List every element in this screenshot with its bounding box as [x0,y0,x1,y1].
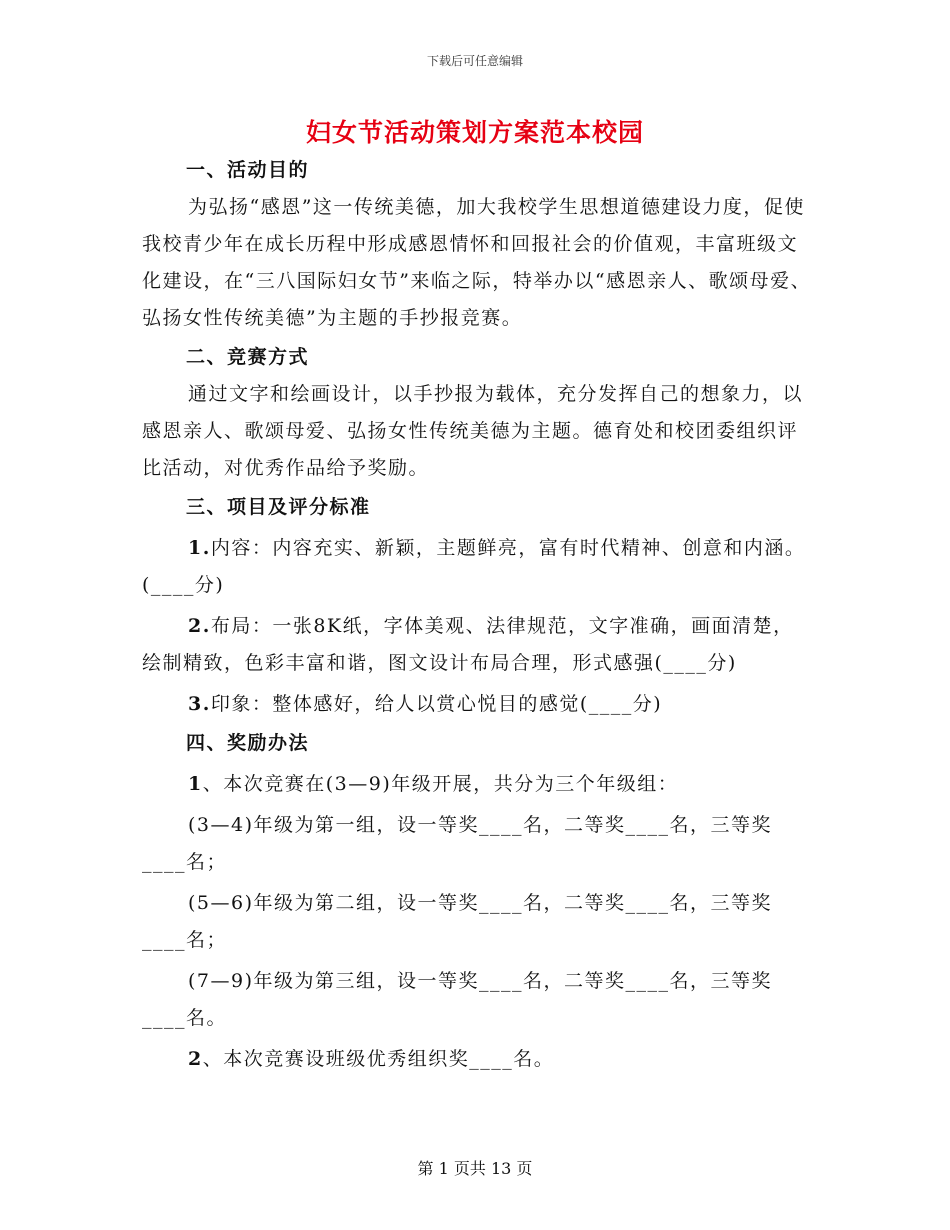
awards-item-number: 1 [188,773,203,795]
criteria-item-number: 2. [188,615,211,637]
awards-group-2: (5—6)年级为第二组，设一等奖____名，二等奖____名，三等奖____名； [142,892,773,951]
criteria-item-number: 1. [188,537,211,559]
page-footer-pagination: 第 1 页共 13 页 [417,1159,533,1178]
criteria-item-number: 3. [188,693,211,715]
document-title: 妇女节活动策划方案范本校园 [305,118,644,147]
section-heading-awards: 四、奖励办法 [186,732,310,754]
awards-item-scope [142,766,812,803]
page-header-note: 下载后可任意编辑 [426,54,523,68]
section-heading-criteria: 三、项目及评分标准 [186,496,371,518]
document-body [142,150,812,1078]
awards-group-3: (7—9)年级为第三组，设一等奖____名，二等奖____名，三等奖____名。 [142,970,773,1029]
section-heading-method: 二、竞赛方式 [186,346,310,368]
criteria-item-text: 内容：内容充实、新颖，主题鲜亮，富有时代精神、创意和内涵。(____分) [142,537,806,596]
section-body-purpose: 为弘扬“感恩”这一传统美德，加大我校学生思想道德建设力度，促使我校青少年在成长历程中形成感恩情怀和回报社会的价值观，丰富班级文化建设，在“三八国际妇女节”来临之际，特举办以“感恩亲人、歌颂母爱、弘扬女性传统美德”为主题的手抄报竞赛。 [142,196,812,329]
criteria-item-impression [142,686,812,723]
awards-item-organization [142,1041,812,1078]
criteria-item-text: 印象：整体感好，给人以赏心悦目的感觉(____分) [210,693,663,715]
criteria-item-text: 布局：一张8K纸，字体美观、法律规范，文字准确，画面清楚，绘制精致，色彩丰富和谐，图文设计布局合理，形式感强(____分) [142,615,794,674]
awards-item-text: 、本次竞赛在(3—9)年级开展，共分为三个年级组： [202,773,679,795]
awards-item-text: 、本次竞赛设班级优秀组织奖____名。 [202,1048,555,1070]
awards-group-1: (3—4)年级为第一组，设一等奖____名，二等奖____名，三等奖____名； [142,814,773,873]
awards-item-number: 2 [188,1048,203,1070]
section-heading-purpose: 一、活动目的 [186,159,310,181]
criteria-item-layout [142,608,812,682]
section-body-method: 通过文字和绘画设计，以手抄报为载体，充分发挥自己的想象力，以感恩亲人、歌颂母爱、弘扬女性传统美德为主题。德育处和校团委组织评比活动，对优秀作品给予奖励。 [142,383,804,479]
criteria-item-content [142,530,812,604]
